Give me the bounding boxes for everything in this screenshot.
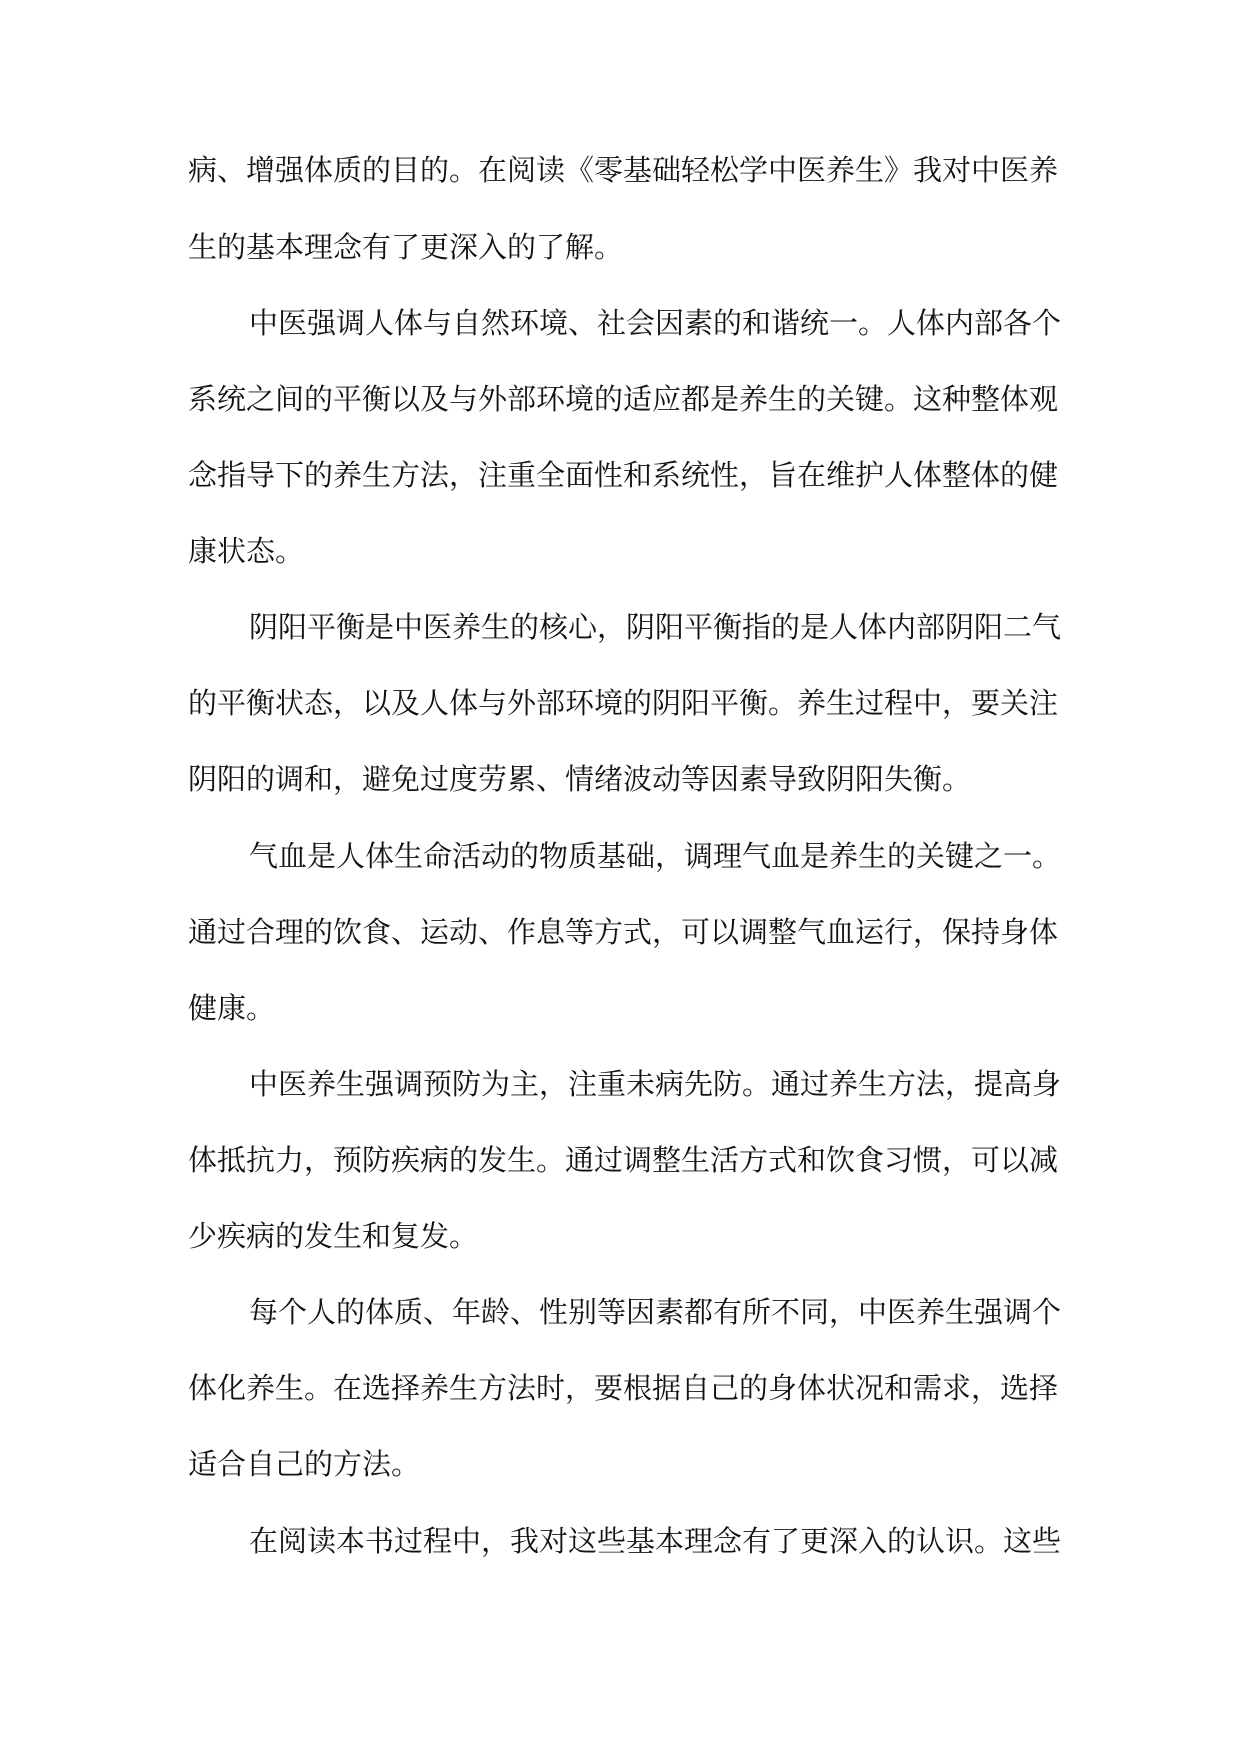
- text-line: 适合自己的方法。: [188, 1447, 421, 1481]
- text-line: 健康。: [188, 991, 276, 1025]
- text-line: 少疾病的发生和复发。: [188, 1219, 479, 1253]
- text-line: 系统之间的平衡以及与外部环境的适应都是养生的关键。这种整体观: [188, 382, 1059, 416]
- text-line: 阴阳平衡是中医养生的核心，阴阳平衡指的是人体内部阴阳二气: [249, 610, 1062, 644]
- text-line: 在阅读本书过程中，我对这些基本理念有了更深入的认识。这些: [249, 1524, 1062, 1558]
- text-line: 气血是人体生命活动的物质基础，调理气血是养生的关键之一。: [249, 839, 1062, 873]
- text-line: 病、增强体质的目的。在阅读《零基础轻松学中医养生》我对中医养: [188, 153, 1059, 187]
- text-line: 每个人的体质、年龄、性别等因素都有所不同，中医养生强调个: [249, 1295, 1062, 1329]
- text-line: 中医养生强调预防为主，注重未病先防。通过养生方法，提高身: [249, 1067, 1062, 1101]
- text-line: 的平衡状态，以及人体与外部环境的阴阳平衡。养生过程中，要关注: [188, 686, 1059, 720]
- text-line: 中医强调人体与自然环境、社会因素的和谐统一。人体内部各个: [249, 306, 1062, 340]
- text-line: 体抵抗力，预防疾病的发生。通过调整生活方式和饮食习惯，可以减: [188, 1143, 1059, 1177]
- text-line: 阴阳的调和，避免过度劳累、情绪波动等因素导致阴阳失衡。: [188, 762, 972, 796]
- text-line: 生的基本理念有了更深入的了解。: [188, 230, 624, 264]
- text-line: 通过合理的饮食、运动、作息等方式，可以调整气血运行，保持身体: [188, 915, 1059, 949]
- text-line: 康状态。: [188, 534, 305, 568]
- text-line: 体化养生。在选择养生方法时，要根据自己的身体状况和需求，选择: [188, 1371, 1059, 1405]
- text-line: 念指导下的养生方法，注重全面性和系统性，旨在维护人体整体的健: [188, 458, 1059, 492]
